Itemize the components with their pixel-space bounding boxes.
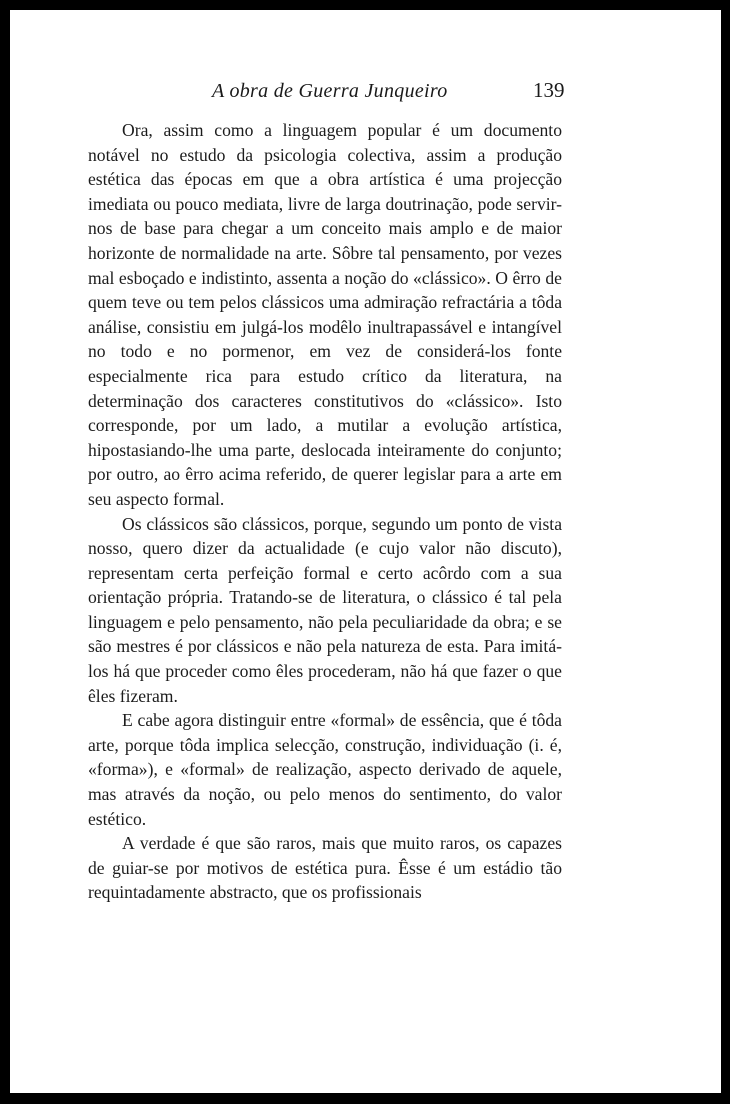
running-title: A obra de Guerra Junqueiro [212,80,448,102]
page-number: 139 [533,78,565,102]
body-text [88,118,562,905]
paragraph-1: Ora, assim como a linguagem popular é um documento notável no estudo da psicologia colectiva, assim a produção estética das épocas em que a obra artística é uma projecção imediata ou pouco mediata, livre de larga doutrinação, pode servir-nos de base para chegar a um conceito mais amplo e de maior horizonte de normalidade na arte. Sôbre tal pensamento, por vezes mal esboçado e indistinto, assenta a noção do «clássico». O êrro de quem teve ou tem pelos clássicos uma admiração refractária a tôda análise, consistiu em julgá-los modêlo inultrapassável e intangível no todo e no pormenor, em vez de considerá-los fonte especialmente rica para estudo crítico da literatura, na determinação dos caracteres constitutivos do «clássico». Isto corresponde, por um lado, a mutilar a evolução artística, hipostasiando-lhe uma parte, deslocada inteiramente do conjunto; por outro, ao êrro acima referido, de querer legislar para a arte em seu aspecto formal. [88,120,562,509]
page-header [10,76,721,106]
paragraph-3: E cabe agora distinguir entre «formal» de essência, que é tôda arte, porque tôda implica selecção, construção, individuação (i. é, «forma»), e «formal» de realização, aspecto derivado de aquele, mas através da noção, ou pelo menos do sentimento, do valor estético. [88,710,562,829]
paragraph-2: Os clássicos são clássicos, porque, segundo um ponto de vista nosso, quero dizer da actualidade (e cujo valor não discuto), representam certa perfeição formal e certo acôrdo com a sua orientação própria. Tratando-se de literatura, o clássico é tal pela linguagem e pelo pensamento, não pela peculiaridade da obra; e se são mestres é por clássicos e não pela natureza de esta. Para imitá-los há que proceder como êles procederam, não há que fazer o que êles fizeram. [88,513,562,706]
paragraph-4: A verdade é que são raros, mais que muito raros, os capazes de guiar-se por motivos de estética pura. Êsse é um estádio tão requintadamente abstracto, que os profissionais [88,833,562,903]
book-page [10,10,721,1093]
